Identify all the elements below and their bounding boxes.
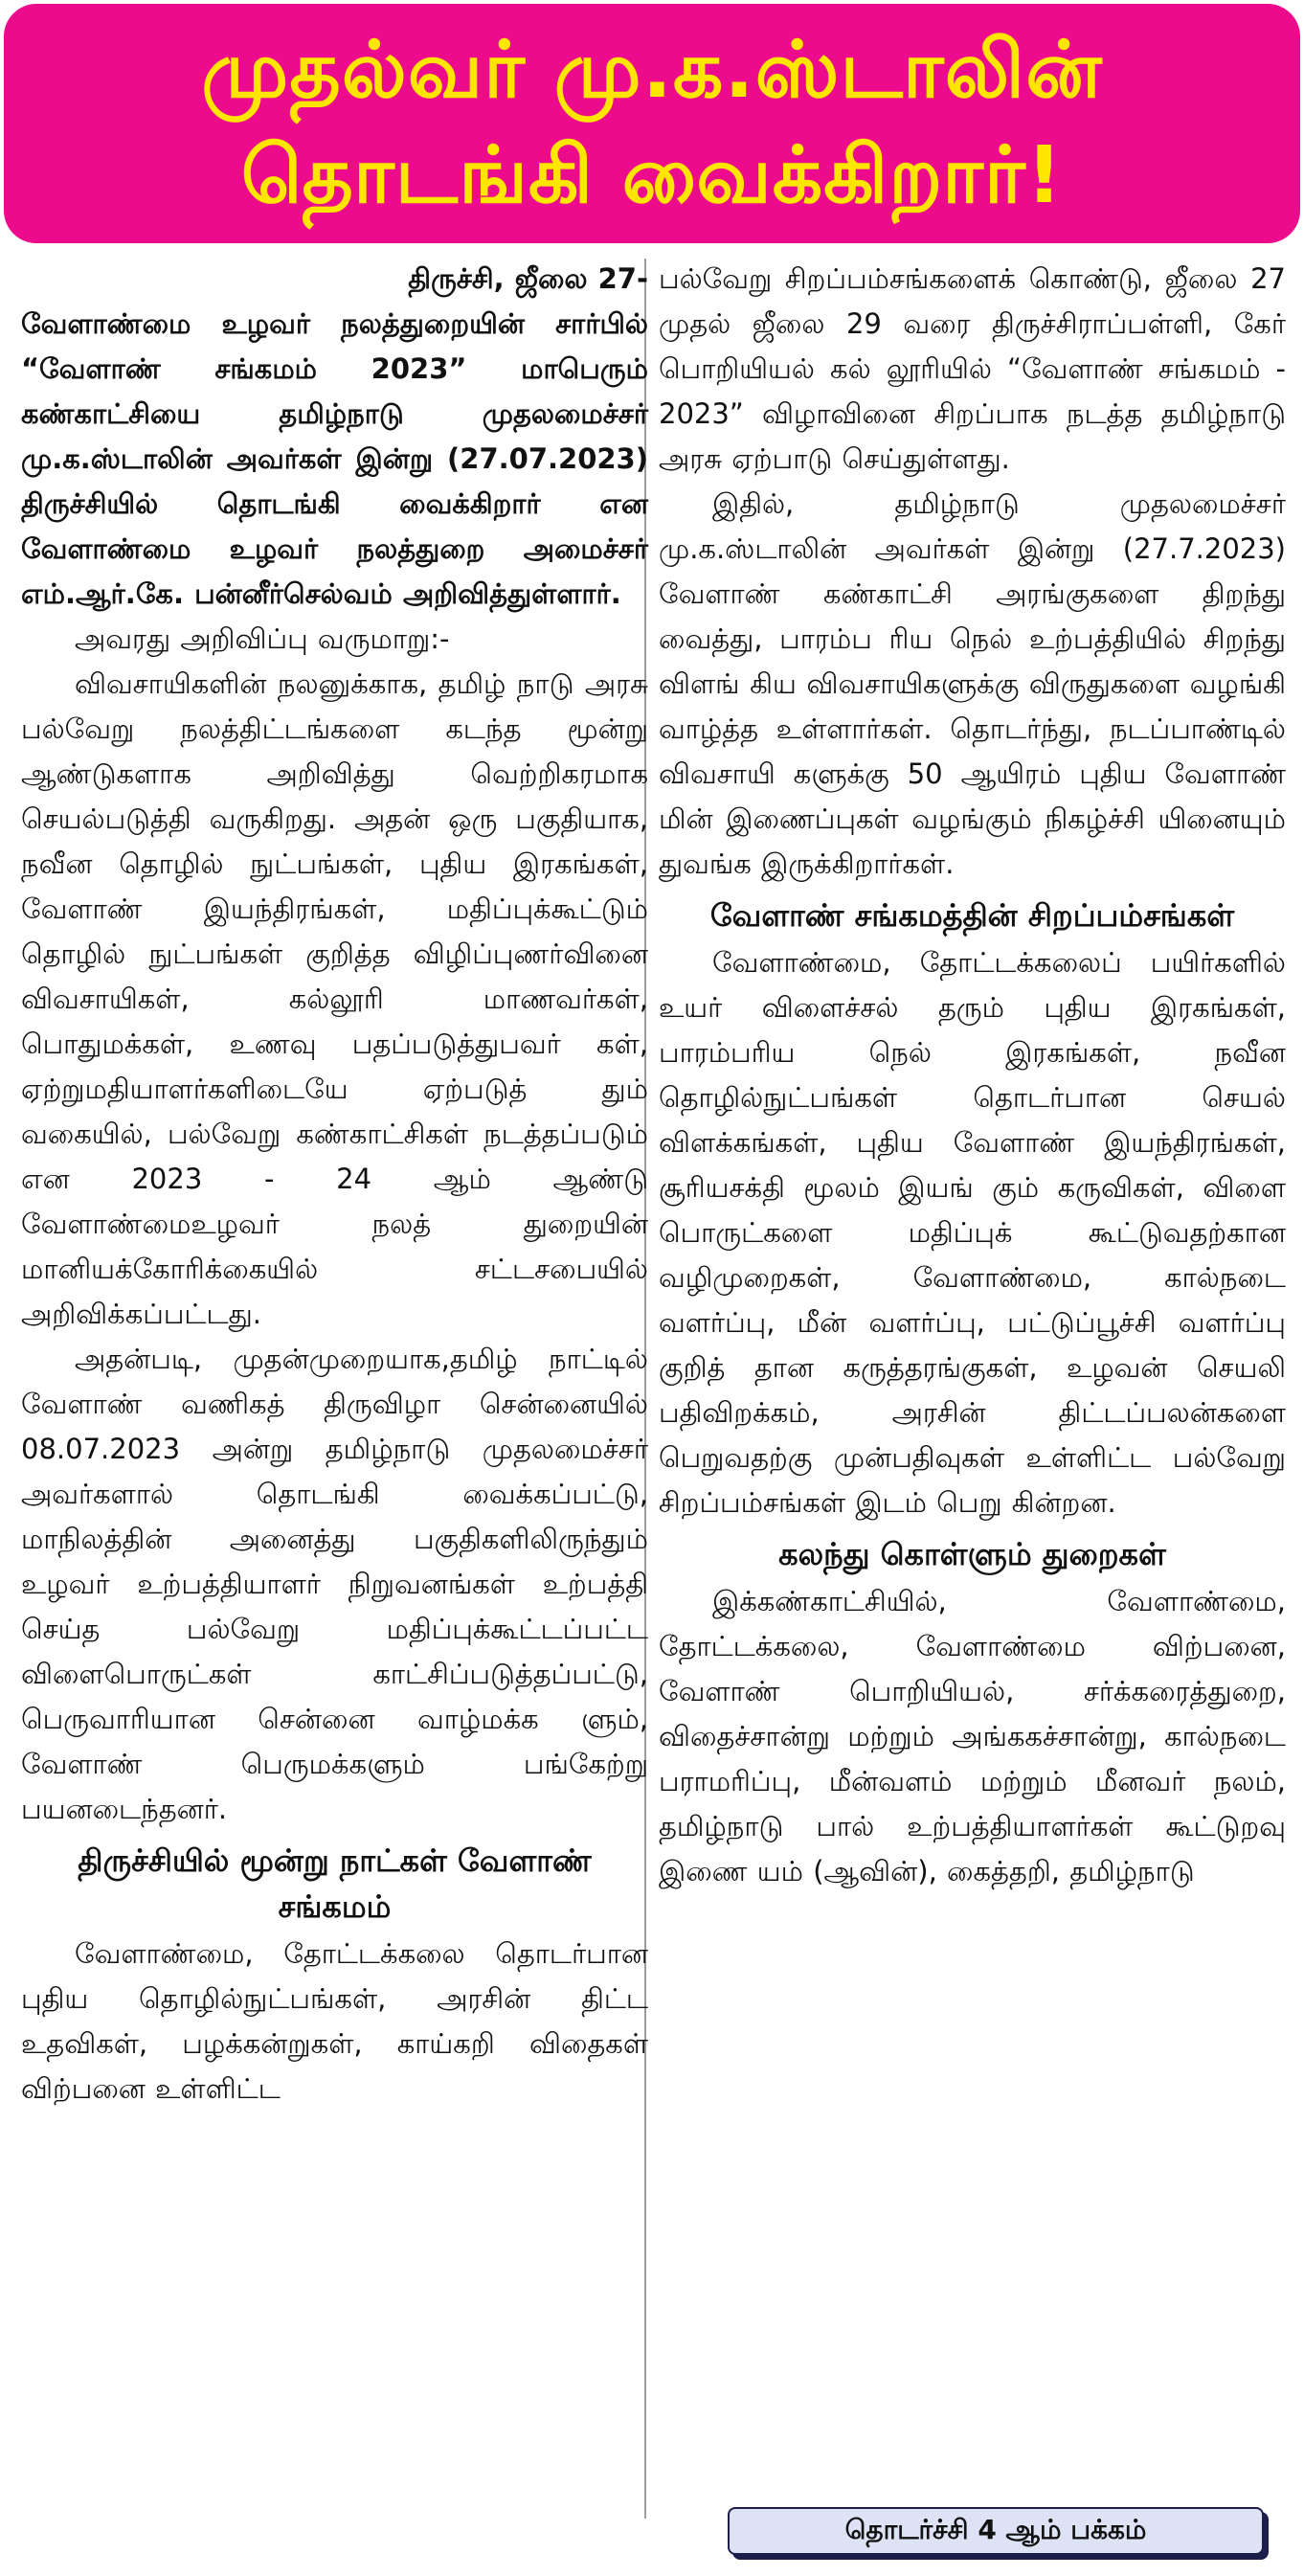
- body-paragraph-4: பல்வேறு சிறப்பம்சங்களைக் கொண்டு, ஜீலை 27 முதல் ஜீலை 29 வரை திருச்சிராப்பள்ளி, கேர் பொறியியல் கல் லூரியில் “வேளாண் சங்கமம் - 2023” விழாவினை சிறப்பாக நடத்த தமிழ்நாடு அரசு ஏற்பாடு செய்துள்ளது.: [659, 262, 1286, 475]
- body-paragraph-5: இதில், தமிழ்நாடு முதலமைச்சர் மு.க.ஸ்டாலின் அவர்கள் இன்று (27.7.2023) வேளாண் கண்காட்சி அரங்குகளை திறந்து வைத்து, பாரம்ப ரிய நெல் உற்பத்தியில் சிறந்து விளங் கிய விவசாயிகளுக்கு விருதுகளை வழங்கி வாழ்த்த உள்ளார்கள். தொடர்ந்து, நடப்பாண்டில் விவசாயி களுக்கு 50 ஆயிரம் புதிய வேளாண் மின் இணைப்புகள் வழங்கும் நிகழ்ச்சி யினையும் துவங்க இருக்கிறார்கள்.: [659, 487, 1286, 880]
- subheading-highlights: வேளாண் சங்கமத்தின் சிறப்பம்சங்கள்: [709, 897, 1235, 934]
- dateline: திருச்சி, ஜீலை 27-: [408, 262, 648, 295]
- body-paragraph-6: வேளாண்மை, தோட்டக்கலைப் பயிர்களில் உயர் விளைச்சல் தரும் புதிய இரகங்கள், பாரம்பரிய நெல் இரகங்கள், நவீன தொழில்நுட்பங்கள் தொடர்பான செயல் விளக்கங்கள், புதிய வேளாண் இயந்திரங்கள், சூரியசக்தி மூலம் இயங் கும் கருவிகள், விளை பொருட்களை மதிப்புக் கூட்டுவதற்கான வழிமுறைகள், வேளாண்மை, கால்நடை வளர்ப்பு, மீன் வளர்ப்பு, பட்டுப்பூச்சி வளர்ப்பு குறித் தான கருத்தரங்குகள், உழவன் செயலி பதிவிறக்கம், அரசின் திட்டப்பலன்களை பெறுவதற்கு முன்பதிவுகள் உள்ளிட்ட பல்வேறு சிறப்பம்சங்கள் இடம் பெறு கின்றன.: [659, 946, 1286, 1519]
- headline-banner: [4, 4, 1300, 243]
- headline-line-1: முதல்வர் மு.க.ஸ்டாலின்: [201, 25, 1103, 116]
- continuation-notice: தொடர்ச்சி 4 ஆம் பக்கம்: [728, 2507, 1264, 2555]
- intro-line: அவரது அறிவிப்பு வருமாறு:-: [75, 622, 450, 655]
- right-column: [659, 257, 1286, 1894]
- body-paragraph-2: அதன்படி, முதன்முறையாக,தமிழ் நாட்டில் வேளாண் வணிகத் திருவிழா சென்னையில் 08.07.2023 அன்று தமிழ்நாடு முதலமைச்சர் அவர்களால் தொடங்கி வைக்கப்பட்டு, மாநிலத்தின் அனைத்து பகுதிகளிலிருந்தும் உழவர் உற்பத்தியாளர் நிறுவனங்கள் உற்பத்தி செய்த பல்வேறு மதிப்புக்கூட்டப்பட்ட விளைபொருட்கள் காட்சிப்படுத்தப்பட்டு, பெருவாரியான சென்னை வாழ்மக்க ளும், வேளாண் பெருமக்களும் பங்கேற்று பயனடைந்தனர்.: [21, 1343, 648, 1825]
- body-paragraph-3: வேளாண்மை, தோட்டக்கலை தொடர்பான புதிய தொழில்நுட்பங்கள், அரசின் திட்ட உதவிகள், பழக்கன்றுகள், காய்கறி விதைகள் விற்பனை உள்ளிட்ட: [21, 1937, 648, 2105]
- left-column: [21, 257, 648, 2112]
- lead-paragraph: வேளாண்மை உழவர் நலத்துறையின் சார்பில் “வேளாண் சங்கமம் 2023” மாபெரும் கண்காட்சியை தமிழ்நாடு முதலமைச்சர் மு.க.ஸ்டாலின் அவர்கள் இன்று (27.07.2023) திருச்சியில் தொடங்கி வைக்கிறார் என வேளாண்மை உழவர் நலத்துறை அமைச்சர் எம்.ஆர்.கே. பன்னீர்செல்வம் அறிவித்துள்ளார்.: [21, 307, 648, 610]
- body-paragraph-1: விவசாயிகளின் நலனுக்காக, தமிழ் நாடு அரசு பல்வேறு நலத்திட்டங்களை கடந்த மூன்று ஆண்டுகளாக அறிவித்து வெற்றிகரமாக செயல்படுத்தி வருகிறது. அதன் ஒரு பகுதியாக, நவீன தொழில் நுட்பங்கள், புதிய இரகங்கள், வேளாண் இயந்திரங்கள், மதிப்புக்கூட்டும் தொழில் நுட்பங்கள் குறித்த விழிப்புணர்வினை விவசாயிகள், கல்லூரி மாணவர்கள், பொதுமக்கள், உணவு பதப்படுத்துபவர் கள், ஏற்றுமதியாளர்களிடையே ஏற்படுத் தும் வகையில், பல்வேறு கண்காட்சிகள் நடத்தப்படும் என 2023 - 24 ஆம் ஆண்டு வேளாண்மைஉழவர் நலத் துறையின் மானியக்கோரிக்கையில் சட்டசபையில் அறிவிக்கப்பட்டது.: [21, 667, 648, 1330]
- body-paragraph-7: இக்கண்காட்சியில், வேளாண்மை, தோட்டக்கலை, வேளாண்மை விற்பனை, வேளாண் பொறியியல், சர்க்கரைத்துறை, விதைச்சான்று மற்றும் அங்ககச்சான்று, கால்நடை பராமரிப்பு, மீன்வளம் மற்றும் மீனவர் நலம், தமிழ்நாடு பால் உற்பத்தியாளர்கள் கூட்டுறவு இணை யம் (ஆவின்), கைத்தறி, தமிழ்நாடு: [659, 1585, 1286, 1887]
- headline-line-2: தொடங்கி வைக்கிறார்!: [240, 130, 1064, 221]
- subheading-departments: கலந்து கொள்ளும் துறைகள்: [778, 1536, 1166, 1572]
- subheading-trichy-three-days: திருச்சியில் மூன்று நாட்கள் வேளாண் சங்கமம்: [78, 1842, 592, 1925]
